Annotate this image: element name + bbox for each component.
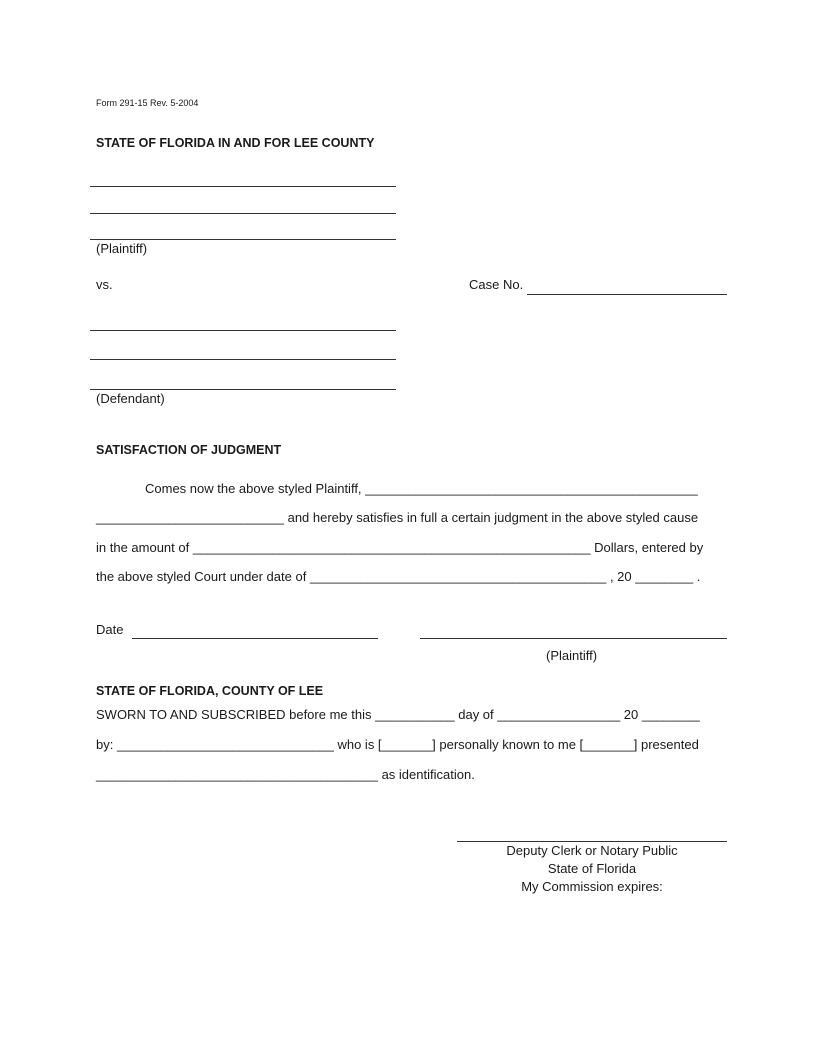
court-heading: STATE OF FLORIDA IN AND FOR LEE COUNTY [96,136,375,150]
notary-line-2: by: ______________________________ who is [_______] personally known to me [_______] presented [96,737,699,752]
defendant-line-1[interactable] [90,330,396,331]
form-id: Form 291-15 Rev. 5-2004 [96,98,199,108]
defendant-line-2[interactable] [90,359,396,360]
notary-line-1: SWORN TO AND SUBSCRIBED before me this ___________ day of _________________ 20 ________ [96,707,700,722]
plaintiff-signature-line[interactable] [420,638,727,639]
signature-block-line-2: State of Florida [547,861,637,876]
body-line-4: the above styled Court under date of _________________________________________ , 20 ________ . [96,569,701,584]
date-line[interactable] [132,638,378,639]
body-line-1: Comes now the above styled Plaintiff, ______________________________________________ [145,481,698,496]
notary-heading: STATE OF FLORIDA, COUNTY OF LEE [96,684,324,698]
vs-label: vs. [96,277,113,292]
document-title: SATISFACTION OF JUDGMENT [96,443,282,457]
notary-line-3: _______________________________________ as identification. [96,767,475,782]
plaintiff-line-2[interactable] [90,213,396,214]
case-no-line[interactable] [527,294,727,295]
defendant-label: (Defendant) [96,391,165,406]
plaintiff-line-1[interactable] [90,186,396,187]
defendant-line-3[interactable] [90,389,396,390]
plaintiff-label: (Plaintiff) [96,241,148,256]
plaintiff-line-3[interactable] [90,239,396,240]
case-no-label: Case No. [469,277,524,292]
plaintiff-signature-label: (Plaintiff) [546,648,598,663]
body-line-3: in the amount of _______________________________________________________ Dollars, entered by [96,540,704,555]
notary-signature-line[interactable] [457,841,727,842]
signature-block-line-3: My Commission expires: [521,879,663,894]
date-label: Date [96,622,124,637]
body-line-2: __________________________ and hereby satisfies in full a certain judgment in the above styled cause [96,510,699,525]
signature-block-line-1: Deputy Clerk or Notary Public [506,843,678,858]
